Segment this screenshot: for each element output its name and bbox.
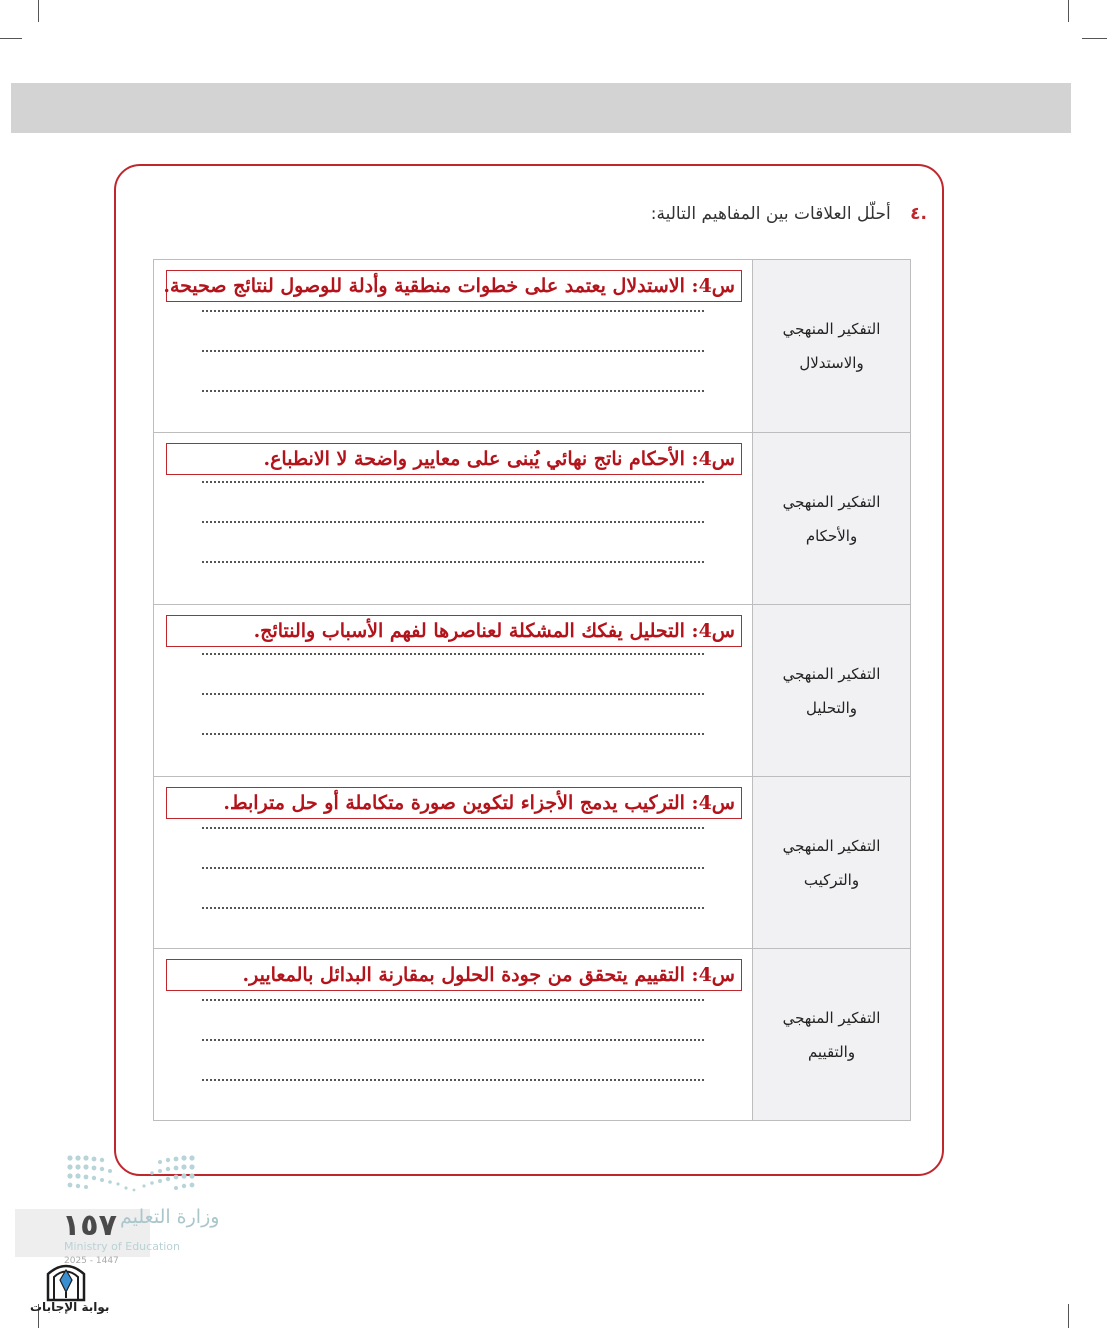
concept-line-1: التفكير المنهجي xyxy=(782,492,881,511)
concept-cell xyxy=(752,605,910,776)
crop-mark xyxy=(38,0,39,22)
concepts-table xyxy=(153,259,911,1121)
crop-mark xyxy=(0,38,22,39)
answer-line xyxy=(202,390,704,392)
concept-line-1: التفكير المنهجي xyxy=(782,1008,881,1027)
table-row xyxy=(154,433,910,605)
site-logo-icon xyxy=(44,1256,88,1302)
ministry-name-ar: وزارة التعليم xyxy=(120,1206,220,1228)
concept-line-1: التفكير المنهجي xyxy=(782,664,881,683)
concept-line-1: التفكير المنهجي xyxy=(782,836,881,855)
concept-cell xyxy=(752,777,910,948)
answer-line xyxy=(202,310,704,312)
concept-cell xyxy=(752,949,910,1120)
concept-line-2: والتحليل xyxy=(805,698,858,717)
answer-line xyxy=(202,907,704,909)
answer-line xyxy=(202,653,704,655)
site-name: بوابة الإجابات xyxy=(30,1300,110,1314)
answer-line xyxy=(202,867,704,869)
crop-mark xyxy=(1082,38,1107,39)
question-number: .٤ xyxy=(910,204,927,224)
crop-mark xyxy=(1068,0,1069,22)
edition-year: 2025 - 1447 xyxy=(64,1256,119,1266)
answer-box: س4: التقييم يتحقق من جودة الحلول بمقارنة البدائل بالمعايير. xyxy=(166,959,742,991)
question-heading xyxy=(651,204,927,224)
question-text: أحلّل العلاقات بين المفاهيم التالية: xyxy=(650,204,891,224)
answer-box: س4: التحليل يفكك المشكلة لعناصرها لفهم الأسباب والنتائج. xyxy=(166,615,742,647)
concept-line-2: والأحكام xyxy=(805,526,858,545)
ministry-logo-icon xyxy=(66,1152,198,1198)
answer-box: س4: الأحكام ناتج نهائي يُبنى على معايير واضحة لا الانطباع. xyxy=(166,443,742,475)
table-row xyxy=(154,605,910,777)
concept-line-2: والاستدلال xyxy=(799,354,864,372)
table-row xyxy=(154,777,910,949)
concept-line-1: التفكير المنهجي xyxy=(782,320,881,338)
answer-line xyxy=(202,1039,704,1041)
concept-cell xyxy=(752,260,910,432)
answer-line xyxy=(202,693,704,695)
answer-line xyxy=(202,521,704,523)
answer-line xyxy=(202,1079,704,1081)
ministry-name-en: Ministry of Education xyxy=(64,1240,181,1253)
crop-mark xyxy=(1068,1304,1069,1328)
answer-line xyxy=(202,733,704,735)
answer-line xyxy=(202,561,704,563)
table-row xyxy=(154,949,910,1120)
page-number: ١٥٧ xyxy=(62,1208,117,1243)
answer-box: س4: الاستدلال يعتمد على خطوات منطقية وأدلة للوصول لنتائج صحيحة. xyxy=(166,270,742,302)
answer-line xyxy=(202,827,704,829)
concept-cell xyxy=(752,433,910,604)
answer-line xyxy=(202,350,704,352)
header-band xyxy=(11,83,1071,133)
answer-line xyxy=(202,999,704,1001)
concept-line-2: والتركيب xyxy=(803,870,860,889)
answer-box: س4: التركيب يدمج الأجزاء لتكوين صورة متكاملة أو حل مترابط. xyxy=(166,787,742,819)
concept-line-2: والتقييم xyxy=(807,1042,856,1061)
table-row xyxy=(154,260,910,433)
answer-line xyxy=(202,481,704,483)
